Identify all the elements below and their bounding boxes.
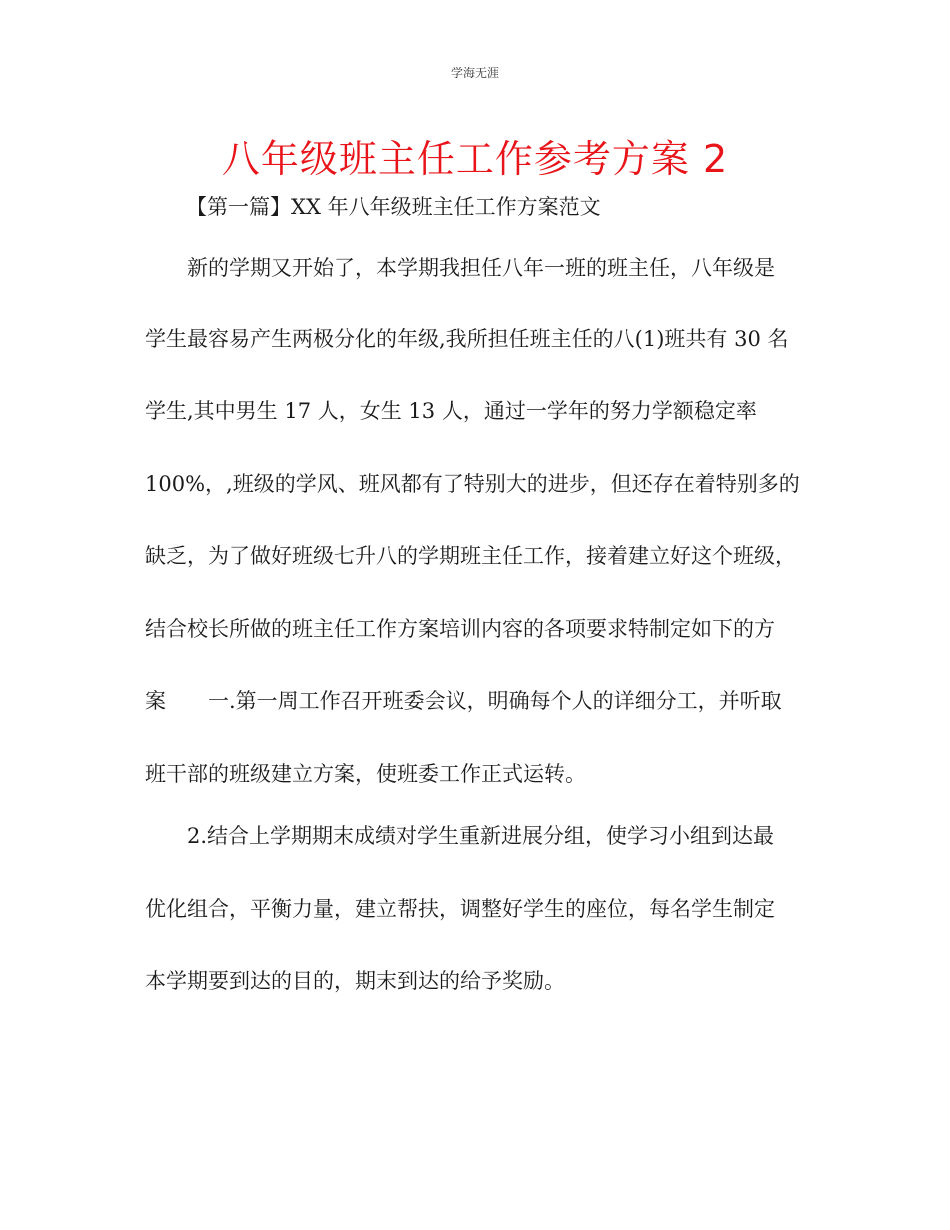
paragraph-line: 学生,其中男生 17 人，女生 13 人，通过一学年的努力学额稳定率: [145, 399, 757, 423]
paragraph-line: 案 一.第一周工作召开班委会议，明确每个人的详细分工，并听取: [145, 689, 782, 713]
paragraph-line: 缺乏，为了做好班级七升八的学期班主任工作，接着建立好这个班级，: [145, 544, 796, 568]
paragraph-line: 新的学期又开始了，本学期我担任八年一班的班主任，八年级是: [145, 256, 775, 280]
paragraph-line: 2.结合上学期期末成绩对学生重新进展分组，使学习小组到达最: [145, 824, 775, 848]
paragraph-line: 班干部的班级建立方案，使班委工作正式运转。: [145, 762, 586, 786]
paragraph-line: 100%，,班级的学风、班风都有了特别大的进步，但还存在着特别多的: [145, 472, 800, 496]
document-title: 八年级班主任工作参考方案 2: [221, 137, 729, 181]
paragraph-line: 优化组合，平衡力量，建立帮扶，调整好学生的座位，每名学生制定: [145, 897, 775, 921]
page-header: 学海无涯: [450, 66, 499, 80]
paragraph-line: 学生最容易产生两极分化的年级,我所担任班主任的八(1)班共有 30 名: [145, 327, 789, 351]
paragraph-line: 本学期要到达的目的，期末到达的给予奖励。: [145, 969, 565, 993]
section-heading: 【第一篇】XX 年八年级班主任工作方案范文: [186, 195, 601, 219]
paragraph-line: 结合校长所做的班主任工作方案培训内容的各项要求特制定如下的方: [145, 617, 775, 641]
